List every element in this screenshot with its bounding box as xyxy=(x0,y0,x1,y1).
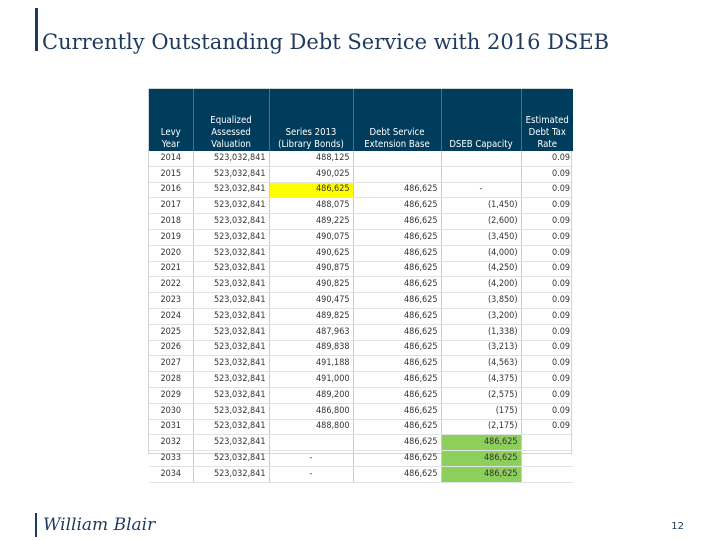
table-cell: 523,032,841 xyxy=(193,198,269,214)
table-cell xyxy=(521,435,573,451)
table-cell: 0.09 xyxy=(521,356,573,372)
table-cell: 486,625 xyxy=(353,293,441,309)
table-row xyxy=(149,214,573,230)
table-cell: 523,032,841 xyxy=(193,214,269,230)
table-cell: 2026 xyxy=(149,340,193,356)
table-cell: 2019 xyxy=(149,229,193,245)
table-cell: (4,250) xyxy=(441,261,521,277)
table-cell: 488,075 xyxy=(269,198,353,214)
column-header-line: Year xyxy=(161,139,180,150)
table-cell: 486,625 xyxy=(353,214,441,230)
table-cell: 2016 xyxy=(149,182,193,198)
table-cell: - xyxy=(269,451,353,467)
table-header xyxy=(149,89,573,151)
table-cell: 2033 xyxy=(149,451,193,467)
table-row xyxy=(149,308,573,324)
table-cell: 0.09 xyxy=(521,340,573,356)
table-cell: 490,625 xyxy=(269,245,353,261)
table-cell: (175) xyxy=(441,403,521,419)
table-cell: (1,450) xyxy=(441,198,521,214)
table-cell: (3,200) xyxy=(441,308,521,324)
table-cell: 0.09 xyxy=(521,419,573,435)
table-cell: 487,963 xyxy=(269,324,353,340)
table-cell: 523,032,841 xyxy=(193,166,269,182)
table-cell: 490,075 xyxy=(269,229,353,245)
table-cell xyxy=(441,166,521,182)
column-header-line: Debt Service xyxy=(369,127,425,138)
table-cell: 523,032,841 xyxy=(193,277,269,293)
table-cell: 523,032,841 xyxy=(193,293,269,309)
table-cell: 0.09 xyxy=(521,229,573,245)
table-cell: 523,032,841 xyxy=(193,261,269,277)
table-row xyxy=(149,245,573,261)
table-body xyxy=(149,151,573,482)
table-row xyxy=(149,340,573,356)
table-cell: 0.09 xyxy=(521,403,573,419)
table-cell: 486,625 xyxy=(353,466,441,482)
table-cell: (4,000) xyxy=(441,245,521,261)
table-cell: 486,625 xyxy=(353,403,441,419)
column-header xyxy=(353,89,441,151)
table-cell xyxy=(353,151,441,166)
table-row xyxy=(149,451,573,467)
table-cell xyxy=(521,451,573,467)
table-cell: (3,450) xyxy=(441,229,521,245)
debt-service-table-container xyxy=(148,88,572,479)
page-number: 12 xyxy=(671,521,684,532)
table-cell: 486,625 xyxy=(441,466,521,482)
table-cell: 490,875 xyxy=(269,261,353,277)
table-row xyxy=(149,293,573,309)
table-cell: 486,625 xyxy=(353,451,441,467)
table-cell: (2,175) xyxy=(441,419,521,435)
table-cell: - xyxy=(269,466,353,482)
table-cell: 523,032,841 xyxy=(193,356,269,372)
table-cell: 486,625 xyxy=(353,198,441,214)
table-cell: 486,625 xyxy=(269,182,353,198)
table-cell: (2,600) xyxy=(441,214,521,230)
table-cell: 0.09 xyxy=(521,166,573,182)
table-cell: 486,625 xyxy=(353,182,441,198)
table-cell: 0.09 xyxy=(521,277,573,293)
table-cell: 2034 xyxy=(149,466,193,482)
table-cell: 2022 xyxy=(149,277,193,293)
page-title: Currently Outstanding Debt Service with 2016 DSEB xyxy=(42,30,610,54)
table-cell: 2031 xyxy=(149,419,193,435)
table-cell: 523,032,841 xyxy=(193,324,269,340)
table-cell: 489,838 xyxy=(269,340,353,356)
table-cell: 486,625 xyxy=(353,277,441,293)
column-header xyxy=(269,89,353,151)
header-row xyxy=(149,89,573,151)
title-accent-bar xyxy=(35,8,38,51)
table-row xyxy=(149,229,573,245)
column-header-line: Equalized xyxy=(210,115,252,126)
table-row xyxy=(149,198,573,214)
table-cell: (1,338) xyxy=(441,324,521,340)
table-row xyxy=(149,151,573,166)
column-header xyxy=(441,89,521,151)
table-cell: 2024 xyxy=(149,308,193,324)
column-header xyxy=(193,89,269,151)
table-cell: 0.09 xyxy=(521,372,573,388)
column-header xyxy=(149,89,193,151)
table-cell: 523,032,841 xyxy=(193,308,269,324)
table-cell: 486,625 xyxy=(353,340,441,356)
table-cell: 523,032,841 xyxy=(193,229,269,245)
table-cell: 523,032,841 xyxy=(193,403,269,419)
table-cell: 486,625 xyxy=(353,308,441,324)
table-cell: 0.09 xyxy=(521,182,573,198)
table-cell: 2017 xyxy=(149,198,193,214)
table-cell: 0.09 xyxy=(521,308,573,324)
table-cell: (4,375) xyxy=(441,372,521,388)
table-row xyxy=(149,372,573,388)
table-cell: 2023 xyxy=(149,293,193,309)
table-row xyxy=(149,387,573,403)
column-header-line: Valuation xyxy=(211,139,251,150)
table-cell: 486,625 xyxy=(353,324,441,340)
table-row xyxy=(149,261,573,277)
table-row xyxy=(149,419,573,435)
table-cell: 0.09 xyxy=(521,293,573,309)
table-cell: 2025 xyxy=(149,324,193,340)
table-cell: 486,625 xyxy=(353,372,441,388)
table-cell: 0.09 xyxy=(521,245,573,261)
table-cell: 490,025 xyxy=(269,166,353,182)
table-cell: 523,032,841 xyxy=(193,182,269,198)
table-row xyxy=(149,466,573,482)
table-cell: 486,625 xyxy=(353,356,441,372)
table-cell: 523,032,841 xyxy=(193,419,269,435)
table-cell: (3,850) xyxy=(441,293,521,309)
column-header-line: Debt Tax xyxy=(528,127,566,138)
column-header-line: Rate xyxy=(537,139,558,150)
table-cell: 0.09 xyxy=(521,387,573,403)
table-cell: 523,032,841 xyxy=(193,372,269,388)
table-cell: (4,200) xyxy=(441,277,521,293)
table-cell xyxy=(353,166,441,182)
table-cell: 486,625 xyxy=(353,229,441,245)
table-cell: 486,625 xyxy=(353,419,441,435)
table-cell: 0.09 xyxy=(521,151,573,166)
table-cell: 486,625 xyxy=(353,387,441,403)
debt-service-table xyxy=(149,89,573,483)
table-row xyxy=(149,277,573,293)
table-cell: 2020 xyxy=(149,245,193,261)
table-row xyxy=(149,182,573,198)
column-header xyxy=(521,89,573,151)
table-cell: 523,032,841 xyxy=(193,435,269,451)
column-header-line: DSEB Capacity xyxy=(449,139,513,150)
table-cell: 2021 xyxy=(149,261,193,277)
table-cell: 523,032,841 xyxy=(193,340,269,356)
william-blair-logo: William Blair xyxy=(43,515,156,535)
table-cell: 486,625 xyxy=(441,451,521,467)
table-cell: 486,625 xyxy=(353,245,441,261)
column-header-line: Assessed xyxy=(211,127,251,138)
column-header-line: (Library Bonds) xyxy=(278,139,344,150)
table-cell: 523,032,841 xyxy=(193,466,269,482)
table-cell: - xyxy=(441,182,521,198)
table-cell: 486,625 xyxy=(441,435,521,451)
table-row xyxy=(149,403,573,419)
footer-accent-bar xyxy=(35,513,37,537)
table-cell: (4,563) xyxy=(441,356,521,372)
table-cell: 2027 xyxy=(149,356,193,372)
column-header-line: Series 2013 xyxy=(285,127,337,138)
table-cell: (3,213) xyxy=(441,340,521,356)
table-cell: 2028 xyxy=(149,372,193,388)
table-cell: 2018 xyxy=(149,214,193,230)
table-cell: 490,825 xyxy=(269,277,353,293)
table-cell: 523,032,841 xyxy=(193,151,269,166)
table-cell: 491,000 xyxy=(269,372,353,388)
table-cell: 0.09 xyxy=(521,324,573,340)
table-cell: 486,625 xyxy=(353,435,441,451)
table-cell: 2015 xyxy=(149,166,193,182)
table-cell: 488,125 xyxy=(269,151,353,166)
table-cell: 0.09 xyxy=(521,198,573,214)
table-cell: 490,475 xyxy=(269,293,353,309)
table-cell: 489,200 xyxy=(269,387,353,403)
table-cell: 488,800 xyxy=(269,419,353,435)
table-cell: 523,032,841 xyxy=(193,387,269,403)
table-cell: 0.09 xyxy=(521,261,573,277)
table-cell: 486,800 xyxy=(269,403,353,419)
table-row xyxy=(149,435,573,451)
table-cell: 491,188 xyxy=(269,356,353,372)
table-row xyxy=(149,356,573,372)
table-cell: 486,625 xyxy=(353,261,441,277)
table-cell: 523,032,841 xyxy=(193,245,269,261)
table-cell xyxy=(441,151,521,166)
table-cell: 489,225 xyxy=(269,214,353,230)
table-cell: 0.09 xyxy=(521,214,573,230)
table-cell: 2032 xyxy=(149,435,193,451)
table-cell: 489,825 xyxy=(269,308,353,324)
table-cell: 523,032,841 xyxy=(193,451,269,467)
table-cell: 2014 xyxy=(149,151,193,166)
table-row xyxy=(149,324,573,340)
table-cell xyxy=(521,466,573,482)
table-cell xyxy=(269,435,353,451)
column-header-line: Extension Base xyxy=(364,139,430,150)
table-cell: 2029 xyxy=(149,387,193,403)
table-cell: (2,575) xyxy=(441,387,521,403)
column-header-line: Estimated xyxy=(525,115,569,126)
column-header-line: Levy xyxy=(160,127,181,138)
table-row xyxy=(149,166,573,182)
table-cell: 2030 xyxy=(149,403,193,419)
